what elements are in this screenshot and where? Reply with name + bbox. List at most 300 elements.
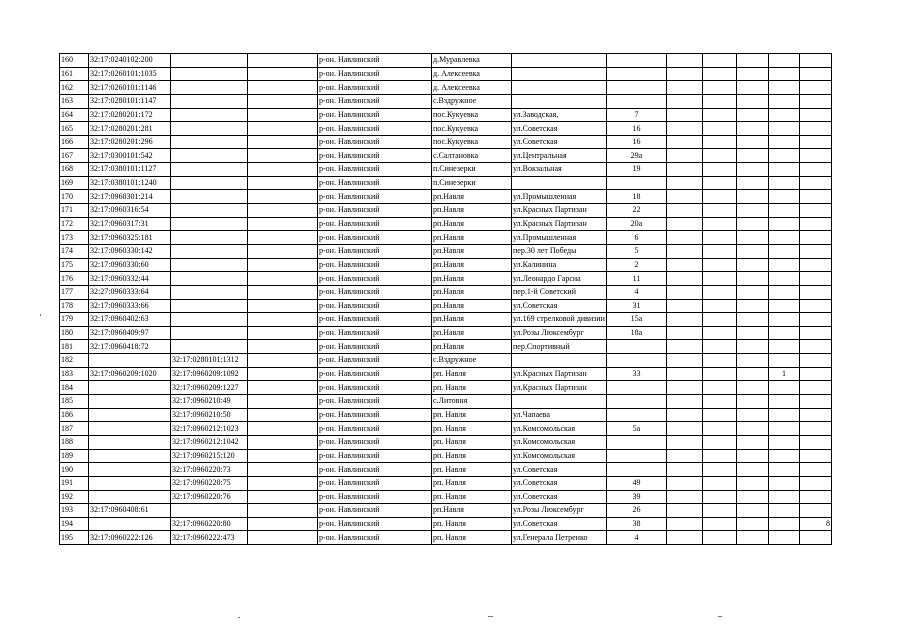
cell-empty <box>768 504 799 518</box>
cell-empty <box>736 326 768 340</box>
cell-c4 <box>248 395 318 409</box>
cell-street: ул.Советская <box>512 463 607 477</box>
cell-locality: рп.Навля <box>432 217 512 231</box>
cell-num: 19 <box>606 163 666 177</box>
cell-district: р-он. Навлинский <box>318 449 432 463</box>
cell-cad2: 32:17:0960210:49 <box>171 395 248 409</box>
cell-empty <box>768 135 799 149</box>
cell-empty <box>702 135 736 149</box>
cell-empty <box>768 326 799 340</box>
cell-empty <box>702 299 736 313</box>
cell-num: 29а <box>606 149 666 163</box>
cell-cad2 <box>171 217 248 231</box>
scan-speck <box>238 617 240 618</box>
cell-empty <box>702 285 736 299</box>
cell-cad2: 32:17:0960220:75 <box>171 476 248 490</box>
cell-empty <box>799 122 831 136</box>
cell-cad2 <box>171 204 248 218</box>
cell-empty <box>768 476 799 490</box>
cell-n: 188 <box>60 435 89 449</box>
cell-empty <box>702 244 736 258</box>
cell-num <box>606 340 666 354</box>
cell-district: р-он. Навлинский <box>318 81 432 95</box>
cell-num <box>606 67 666 81</box>
cell-street: ул.Розы Люксембург <box>512 504 607 518</box>
cell-n: 170 <box>60 190 89 204</box>
cell-empty <box>702 340 736 354</box>
cell-empty <box>768 422 799 436</box>
cell-c4 <box>248 422 318 436</box>
cell-empty <box>768 381 799 395</box>
cell-district: р-он. Навлинский <box>318 326 432 340</box>
table-row <box>60 285 832 299</box>
cell-num <box>606 463 666 477</box>
cell-empty <box>768 94 799 108</box>
cell-c4 <box>248 81 318 95</box>
cell-locality: рп. Навля <box>432 531 512 545</box>
cell-cad <box>89 463 171 477</box>
cell-empty <box>702 163 736 177</box>
table-row <box>60 258 832 272</box>
cell-empty <box>799 204 831 218</box>
cell-district: р-он. Навлинский <box>318 531 432 545</box>
cell-district: р-он. Навлинский <box>318 435 432 449</box>
cell-empty <box>799 463 831 477</box>
cell-cad <box>89 408 171 422</box>
cell-num: 7 <box>606 108 666 122</box>
cell-district: р-он. Навлинский <box>318 272 432 286</box>
cell-street: ул.Вокзальная <box>512 163 607 177</box>
cell-cad2 <box>171 176 248 190</box>
cell-district: р-он. Навлинский <box>318 422 432 436</box>
cell-cad <box>89 381 171 395</box>
cell-empty: 1 <box>768 367 799 381</box>
cell-c4 <box>248 463 318 477</box>
cell-empty <box>799 299 831 313</box>
cell-num <box>606 408 666 422</box>
cell-empty <box>702 190 736 204</box>
cell-cad2: 32:17:0960212:1023 <box>171 422 248 436</box>
cell-district: р-он. Навлинский <box>318 354 432 368</box>
cell-empty <box>702 381 736 395</box>
cell-cad <box>89 476 171 490</box>
cell-cad: 32:17:0300101:542 <box>89 149 171 163</box>
cell-empty <box>768 285 799 299</box>
cell-empty <box>736 244 768 258</box>
cell-n: 160 <box>60 54 89 68</box>
cell-c4 <box>248 367 318 381</box>
cell-district: р-он. Навлинский <box>318 108 432 122</box>
cell-street: ул.Красных Партизан <box>512 367 607 381</box>
cell-locality: рп.Навля <box>432 340 512 354</box>
scan-speck <box>40 314 41 316</box>
cell-cad: 32:17:0380101:1240 <box>89 176 171 190</box>
cell-street <box>512 94 607 108</box>
cell-empty <box>666 326 702 340</box>
cell-empty <box>768 149 799 163</box>
cell-empty <box>799 326 831 340</box>
table-row <box>60 190 832 204</box>
cell-empty <box>736 94 768 108</box>
cell-cad2 <box>171 504 248 518</box>
cell-empty <box>799 354 831 368</box>
cell-empty <box>666 504 702 518</box>
cell-empty <box>736 149 768 163</box>
cell-empty <box>702 422 736 436</box>
cell-cad2 <box>171 326 248 340</box>
table-row <box>60 81 832 95</box>
cell-empty <box>666 463 702 477</box>
table-row <box>60 217 832 231</box>
table-row <box>60 299 832 313</box>
table-row <box>60 122 832 136</box>
cell-empty <box>768 272 799 286</box>
cell-street: ул.Чапаева <box>512 408 607 422</box>
cell-locality: рп.Навля <box>432 299 512 313</box>
cell-cad2: 32:17:0960212:1042 <box>171 435 248 449</box>
cell-street: пер.1-й Советский <box>512 285 607 299</box>
cell-n: 190 <box>60 463 89 477</box>
cell-cad <box>89 517 171 531</box>
cell-empty <box>702 449 736 463</box>
cell-c4 <box>248 531 318 545</box>
cell-empty <box>768 354 799 368</box>
cell-n: 169 <box>60 176 89 190</box>
table-row <box>60 204 832 218</box>
cell-num: 38 <box>606 517 666 531</box>
table-row <box>60 354 832 368</box>
cell-cad: 32:17:0960408:61 <box>89 504 171 518</box>
cell-empty <box>736 204 768 218</box>
cell-locality: пос.Кукуевка <box>432 122 512 136</box>
cell-empty <box>799 531 831 545</box>
cell-cad2 <box>171 149 248 163</box>
cell-num <box>606 435 666 449</box>
cell-cad <box>89 422 171 436</box>
property-table <box>59 53 832 545</box>
table-row <box>60 272 832 286</box>
cell-street: ул.Заводская, <box>512 108 607 122</box>
cell-empty <box>799 190 831 204</box>
cell-n: 179 <box>60 313 89 327</box>
cell-empty <box>666 381 702 395</box>
cell-street: ул.Калинина <box>512 258 607 272</box>
cell-c4 <box>248 67 318 81</box>
cell-cad2 <box>171 135 248 149</box>
cell-empty <box>736 313 768 327</box>
cell-empty <box>666 435 702 449</box>
cell-c4 <box>248 340 318 354</box>
cell-empty <box>702 408 736 422</box>
cell-empty <box>666 367 702 381</box>
cell-cad2: 32:17:0960220:76 <box>171 490 248 504</box>
cell-c4 <box>248 54 318 68</box>
cell-street: ул.Советская <box>512 490 607 504</box>
cell-cad: 32:17:0380101:1127 <box>89 163 171 177</box>
cell-empty <box>736 517 768 531</box>
cell-empty <box>799 81 831 95</box>
cell-empty <box>666 149 702 163</box>
cell-empty <box>702 176 736 190</box>
cell-empty <box>736 476 768 490</box>
cell-cad2 <box>171 67 248 81</box>
cell-street: ул.Советская <box>512 517 607 531</box>
cell-street: ул.Центральная <box>512 149 607 163</box>
cell-c4 <box>248 435 318 449</box>
cell-n: 194 <box>60 517 89 531</box>
cell-empty <box>666 408 702 422</box>
cell-num <box>606 395 666 409</box>
cell-locality: рп. Навля <box>432 449 512 463</box>
cell-cad2: 32:17:0960209:1092 <box>171 367 248 381</box>
cell-empty <box>768 395 799 409</box>
cell-empty <box>736 176 768 190</box>
cell-cad2 <box>171 313 248 327</box>
cell-locality: д. Алексеевка <box>432 67 512 81</box>
cell-locality: п.Синезерки <box>432 163 512 177</box>
cell-empty <box>702 313 736 327</box>
cell-empty <box>702 122 736 136</box>
cell-num <box>606 449 666 463</box>
cell-num: 6 <box>606 231 666 245</box>
table-row <box>60 67 832 81</box>
cell-empty <box>702 517 736 531</box>
cell-c4 <box>248 94 318 108</box>
cell-n: 187 <box>60 422 89 436</box>
cell-empty <box>702 149 736 163</box>
cell-num: 18 <box>606 190 666 204</box>
cell-n: 189 <box>60 449 89 463</box>
cell-empty <box>666 135 702 149</box>
cell-n: 183 <box>60 367 89 381</box>
cell-district: р-он. Навлинский <box>318 204 432 218</box>
cell-empty <box>736 531 768 545</box>
cell-empty <box>666 163 702 177</box>
cell-street <box>512 395 607 409</box>
cell-n: 164 <box>60 108 89 122</box>
table-row <box>60 435 832 449</box>
scan-speck <box>488 616 493 617</box>
cell-cad: 32:17:0240102:200 <box>89 54 171 68</box>
cell-street: ул.Советская <box>512 135 607 149</box>
cell-n: 181 <box>60 340 89 354</box>
cell-district: р-он. Навлинский <box>318 381 432 395</box>
cell-empty <box>702 395 736 409</box>
cell-n: 177 <box>60 285 89 299</box>
cell-c4 <box>248 408 318 422</box>
cell-cad2 <box>171 54 248 68</box>
cell-num: 20а <box>606 217 666 231</box>
cell-district: р-он. Навлинский <box>318 190 432 204</box>
cell-empty <box>736 299 768 313</box>
cell-locality: рп. Навля <box>432 463 512 477</box>
cell-n: 166 <box>60 135 89 149</box>
cell-c4 <box>248 176 318 190</box>
cell-street: ул.169 стрелковой дивизии <box>512 313 607 327</box>
cell-num: 5 <box>606 244 666 258</box>
cell-district: р-он. Навлинский <box>318 217 432 231</box>
cell-empty <box>799 408 831 422</box>
cell-locality: п.Синезерки <box>432 176 512 190</box>
cell-empty <box>736 504 768 518</box>
cell-c4 <box>248 285 318 299</box>
cell-empty <box>736 135 768 149</box>
cell-empty <box>768 244 799 258</box>
cell-empty <box>768 163 799 177</box>
cell-empty <box>799 367 831 381</box>
cell-street <box>512 54 607 68</box>
cell-locality: рп. Навля <box>432 476 512 490</box>
cell-cad: 32:17:0960209:1020 <box>89 367 171 381</box>
cell-cad: 32:17:0960409:97 <box>89 326 171 340</box>
cell-locality: рп. Навля <box>432 422 512 436</box>
cell-cad: 32:17:0960317:31 <box>89 217 171 231</box>
cell-empty <box>768 490 799 504</box>
cell-empty <box>768 258 799 272</box>
cell-cad: 32:17:0960330:60 <box>89 258 171 272</box>
cell-empty <box>736 190 768 204</box>
cell-empty <box>702 326 736 340</box>
cell-num: 5а <box>606 422 666 436</box>
cell-street <box>512 176 607 190</box>
table-row <box>60 231 832 245</box>
cell-empty <box>768 108 799 122</box>
cell-empty <box>702 463 736 477</box>
cell-cad2 <box>171 272 248 286</box>
cell-c4 <box>248 190 318 204</box>
cell-c4 <box>248 381 318 395</box>
cell-empty <box>768 299 799 313</box>
cell-district: р-он. Навлинский <box>318 176 432 190</box>
cell-empty <box>736 463 768 477</box>
cell-street: ул.Красных Партизан <box>512 381 607 395</box>
cell-locality: рп.Навля <box>432 326 512 340</box>
cell-cad: 32:17:0280201:172 <box>89 108 171 122</box>
cell-empty <box>666 449 702 463</box>
cell-district: р-он. Навлинский <box>318 135 432 149</box>
cell-cad2: 32:17:0960210:50 <box>171 408 248 422</box>
cell-locality: с.Салтановка <box>432 149 512 163</box>
cell-c4 <box>248 217 318 231</box>
cell-locality: рп.Навля <box>432 313 512 327</box>
cell-n: 193 <box>60 504 89 518</box>
cell-n: 161 <box>60 67 89 81</box>
cell-empty <box>702 94 736 108</box>
cell-empty <box>736 81 768 95</box>
cell-num <box>606 381 666 395</box>
table-row <box>60 504 832 518</box>
cell-empty <box>702 108 736 122</box>
cell-empty <box>666 517 702 531</box>
cell-empty <box>799 340 831 354</box>
cell-empty <box>799 149 831 163</box>
cell-empty <box>736 422 768 436</box>
cell-district: р-он. Навлинский <box>318 67 432 81</box>
cell-c4 <box>248 504 318 518</box>
cell-locality: рп.Навля <box>432 204 512 218</box>
table-row <box>60 449 832 463</box>
cell-empty <box>666 244 702 258</box>
cell-cad2 <box>171 258 248 272</box>
cell-c4 <box>248 354 318 368</box>
cell-num: 16 <box>606 135 666 149</box>
cell-cad: 32:17:0260101:1035 <box>89 67 171 81</box>
cell-locality: рп.Навля <box>432 272 512 286</box>
cell-c4 <box>248 108 318 122</box>
cell-empty <box>666 313 702 327</box>
cell-empty <box>702 258 736 272</box>
cell-empty <box>768 67 799 81</box>
cell-cad2: 32:17:0280101:1312 <box>171 354 248 368</box>
cell-district: р-он. Навлинский <box>318 258 432 272</box>
cell-empty <box>666 258 702 272</box>
cell-district: р-он. Навлинский <box>318 313 432 327</box>
cell-street: ул.Советская <box>512 122 607 136</box>
cell-locality: рп. Навля <box>432 490 512 504</box>
cell-c4 <box>248 135 318 149</box>
cell-empty <box>799 108 831 122</box>
cell-n: 173 <box>60 231 89 245</box>
cell-locality: с.Вздружное <box>432 94 512 108</box>
cell-n: 185 <box>60 395 89 409</box>
cell-empty: 8 <box>799 517 831 531</box>
cell-empty <box>736 395 768 409</box>
cell-c4 <box>248 299 318 313</box>
cell-cad: 32:17:0280201:296 <box>89 135 171 149</box>
cell-cad <box>89 435 171 449</box>
table-row <box>60 54 832 68</box>
cell-n: 195 <box>60 531 89 545</box>
cell-locality: пос.Кукуевка <box>432 135 512 149</box>
cell-empty <box>768 449 799 463</box>
cell-district: р-он. Навлинский <box>318 149 432 163</box>
table-row <box>60 326 832 340</box>
cell-district: р-он. Навлинский <box>318 285 432 299</box>
cell-cad2 <box>171 81 248 95</box>
table-row <box>60 313 832 327</box>
cell-district: р-он. Навлинский <box>318 122 432 136</box>
cell-empty <box>666 81 702 95</box>
cell-locality: рп. Навля <box>432 381 512 395</box>
cell-empty <box>736 490 768 504</box>
cell-street: ул.Розы Люксембург <box>512 326 607 340</box>
cell-cad2 <box>171 285 248 299</box>
cell-street: ул.Промышленная <box>512 190 607 204</box>
cell-cad2 <box>171 190 248 204</box>
cell-empty <box>799 217 831 231</box>
cell-n: 163 <box>60 94 89 108</box>
cell-n: 178 <box>60 299 89 313</box>
table-row <box>60 476 832 490</box>
cell-empty <box>799 231 831 245</box>
cell-empty <box>799 313 831 327</box>
cell-num: 4 <box>606 531 666 545</box>
cell-empty <box>736 285 768 299</box>
cell-empty <box>702 435 736 449</box>
cell-locality: д. Алексеевка <box>432 81 512 95</box>
cell-locality: рп.Навля <box>432 244 512 258</box>
cell-c4 <box>248 476 318 490</box>
cell-empty <box>799 244 831 258</box>
table-row <box>60 408 832 422</box>
cell-cad <box>89 490 171 504</box>
table-row <box>60 108 832 122</box>
cell-cad2 <box>171 94 248 108</box>
cell-empty <box>799 422 831 436</box>
cell-empty <box>799 163 831 177</box>
cell-district: р-он. Навлинский <box>318 463 432 477</box>
cell-locality: рп.Навля <box>432 190 512 204</box>
